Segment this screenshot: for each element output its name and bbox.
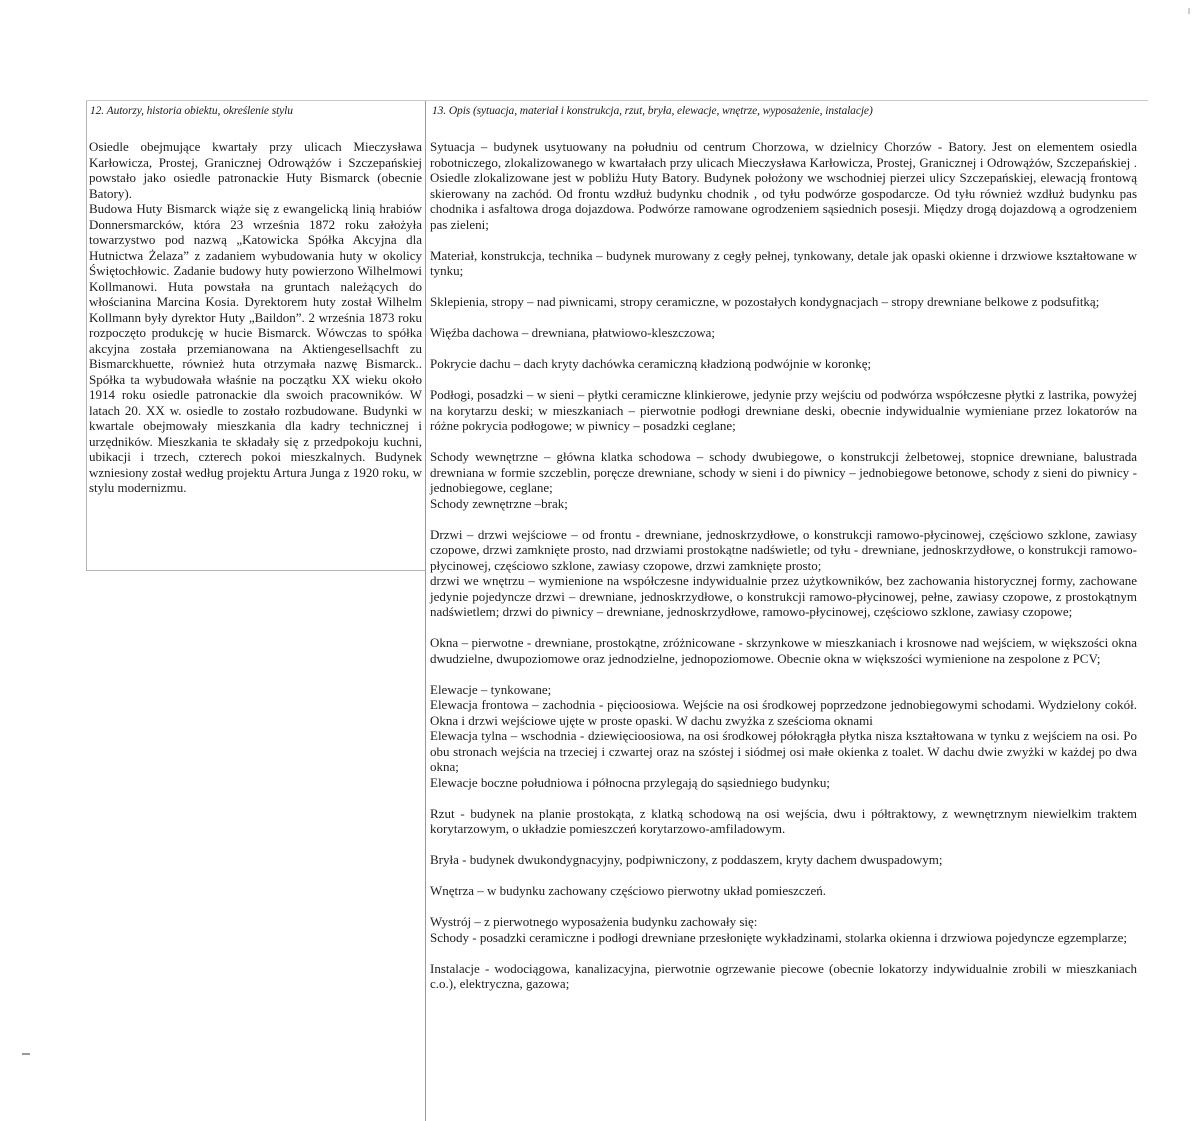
description-section-furnishing — [430, 914, 1137, 945]
description-section-situation — [430, 139, 1137, 232]
table-left-rule — [86, 101, 87, 571]
description-line: Wnętrza – w budynku zachowany częściowo pierwotny układ pomieszczeń. — [430, 883, 826, 898]
description-line: Podłogi, posadzki – w sieni – płytki ceramiczne klinkierowe, jedynie przy wejściu od podwórza współczesne płytki z lastrika, powyżej na korytarzu deski; w mieszkaniach – pierwotnie podłogi drewniane deski, obecnie indywidualnie wymieniane przez lokatorów na różne pokrycia podłogowe; w piwnicy – posadzki ceglane; — [430, 387, 1137, 433]
description-section-interiors — [430, 883, 1137, 899]
history-paragraph: Osiedle obejmujące kwartały przy ulicach Mieczysława Karłowicza, Prostej, Granicznej Odrowążów i Szczepańskiej powstało jako osiedle patronackie Huty Bismarck (obecnie Batory). — [89, 139, 422, 201]
section-13-header: 13. Opis (sytuacja, materiał i konstrukcja, rzut, bryła, elewacje, wnętrze, wyposażenie, instalacje) — [432, 105, 873, 117]
description-line: Rzut - budynek na planie prostokąta, z klatką schodową na osi wejścia, dwu i półtraktowy, z wewnętrznym niewielkim traktem korytarzowym, o układzie pomieszczeń korytarzowo-amfiladowym. — [430, 805, 1137, 836]
description-line: Okna – pierwotne - drewniane, prostokątne, zróżnicowane - skrzynkowe w mieszkaniach i krosnowe nad wejściem, w większości okna dwudzielne, dwupoziomowe oraz jednodzielne, jednopoziomowe. Obecnie okna w większości wymienione na zespolone z PCV; — [430, 635, 1137, 666]
description-line: Elewacje boczne południowa i północna przylegają do sąsiedniego budynku; — [430, 774, 830, 790]
description-line: Elewacje – tynkowane; — [430, 681, 552, 697]
description-section-material — [430, 248, 1137, 279]
description-section-stairs — [430, 449, 1137, 511]
description-line: Drzwi – drzwi wejściowe – od frontu - drewniane, jednoskrzydłowe, o konstrukcji ramowo-płycinowej, częściowo szklone, zawiasy czopowe, drzwi zamknięte prosto, nad drzwiami prostokątne nadświetle; od tyłu - drewniane, jednoskrzydłowe, o konstrukcji ramowo-płycinowej, częściowo szklone, zawiasy czopowe, drzwi zamknięte prosto; — [430, 526, 1137, 573]
description-line: Bryła - budynek dwukondygnacyjny, podpiwniczony, z poddaszem, kryty dachem dwuspadowym; — [430, 852, 943, 867]
description-line: Schody zewnętrzne –brak; — [430, 495, 568, 511]
description-column — [430, 139, 1137, 1007]
left-cell-bottom-rule — [86, 570, 426, 571]
description-line: Pokrycie dachu – dach kryty dachówka ceramiczną kładzioną podwójnie w koronkę; — [430, 356, 872, 371]
description-section-ceilings — [430, 294, 1137, 310]
scan-corner-mark — [1188, 8, 1190, 14]
scan-margin-mark — [22, 1053, 30, 1055]
description-section-installations — [430, 961, 1137, 992]
table-top-rule — [86, 100, 1148, 101]
description-section-roof-truss — [430, 325, 1137, 341]
description-line: Schody - posadzki ceramiczne i podłogi drewniane przesłonięte wykładzinami, stolarka okienna i drzwiowa pojedyncze egzemplarze; — [430, 929, 1128, 945]
description-section-roofing — [430, 356, 1137, 372]
description-section-doors — [430, 527, 1137, 620]
description-line: Elewacja tylna – wschodnia - dziewięcioosiowa, na osi środkowej półokrągła płytka nisza kształtowana w tynku z wejściem na osi. Po obu stronach wejścia na trzeciej i czwartej oraz na szóstej i siódmej osi małe okienka z toalet. W dachu dwie zwyżki w każdej po dwa okna; — [430, 728, 1137, 774]
description-line: Sklepienia, stropy – nad piwnicami, stropy ceramiczne, w pozostałych kondygnacjach – stropy drewniane belkowe z podsufitką; — [430, 294, 1100, 309]
description-section-windows — [430, 635, 1137, 666]
description-section-floors — [430, 387, 1137, 434]
description-line: Elewacja frontowa – zachodnia - pięcioosiowa. Wejście na osi środkowej poprzedzone jednobiegowymi schodami. Wydzielony cokół. Okna i drzwi wejściowe ujęte w proste opaski. W dachu zwyżka z sześcioma oknami — [430, 697, 1137, 728]
description-line: Instalacje - wodociągowa, kanalizacyjna, pierwotnie ogrzewanie piecowe (obecnie lokatorzy indywidualnie zrobili w mieszkaniach c.o.), elektryczna, gazowa; — [430, 960, 1137, 991]
description-section-elevations — [430, 682, 1137, 791]
description-line: Schody wewnętrzne – główna klatka schodowa – schody dwubiegowe, o konstrukcji żelbetowej, stopnice drewniane, balustrada drewniana w formie szczeblin, poręcze drewniane, schody w sieni i do piwnicy – jednobiegowe betonowe, schody z sieni do piwnicy - jednobiegowe, ceglane; — [430, 449, 1137, 495]
description-section-plan — [430, 806, 1137, 837]
column-divider — [425, 101, 426, 1121]
description-line: Sytuacja – budynek usytuowany na południu od centrum Chorzowa, w dzielnicy Chorzów - Batory. Jest on elementem osiedla robotniczego, zlokalizowanego w kwartałach przy ulicach Mieczysława Karłowicza, Prostej, Granicznej i Odrowążów, Szczepańskiej . Osiedle zlokalizowane jest w pobliżu Huty Batory. Budynek położony we wschodniej pierzei ulicy Szczepańskiej, elewacją frontową skierowany na zachód. Od frontu wzdłuż budynku chodnik , od tyłu podwórze gospodarcze. Od tyłu również wzdłuż budynku pas chodnika i asfaltowa droga dojazdowa. Podwórze ramowane ogrodzeniem sąsiednich posesji. Między drogą dojazdową a ogrodzeniem pas zieleni; — [430, 139, 1137, 232]
description-line: drzwi we wnętrzu – wymienione na współczesne indywidualnie przez użytkowników, bez zachowania historycznej formy, zachowane jedynie pojedyncze drzwi – drewniane, jednoskrzydłowe, o konstrukcji ramowo-płycinowej, pełne, zawiasy czopowe, z prostokątnym nadświetlem; drzwi do piwnicy – drewniane, jednoskrzydłowe, ramowo-płycinowej, częściowo szklone, zawiasy czopowe; — [430, 573, 1137, 619]
history-column — [89, 139, 422, 496]
history-paragraph: Budowa Huty Bismarck wiąże się z ewangelicką linią hrabiów Donnersmarcków, która 23 września 1872 roku założyła towarzystwo pod nazwą „Katowicka Spółka Akcyjna dla Hutnictwa Żelaza” z zadaniem wybudowania huty w okolicy Świętochłowic. Zadanie budowy huty powierzono Wilhelmowi Kollmanowi. Huta powstała na gruntach należących do włościanina Marcina Kosia. Dyrektorem huty został Wilhelm Kollmann były dyrektor Huty „Baildon”. 2 września 1873 roku rozpoczęto produkcję w hucie Bismarck. Wówczas to spółka akcyjna została przemianowana na Aktiengesellsachft zu Bismarckhuette, również huta otrzymała nazwę Bismarck.. Spółka ta wybudowała właśnie na początku XX wieku około 1914 roku osiedle patronackie dla swoich pracowników. W latach 20. XX w. osiedle to zostało rozbudowane. Budynki w kwartale obejmowały mieszkania dla kadry technicznej i urzędników. Mieszkania te składały się z przedpokoju kuchni, ubikacji i trzech, czterech pokoi mieszkalnych. Budynek wzniesiony został według projektu Artura Junga z 1920 roku, w stylu modernizmu. — [89, 201, 422, 495]
section-12-header: 12. Autorzy, historia obiektu, określenie stylu — [90, 105, 293, 117]
description-line: Więźba dachowa – drewniana, płatwiowo-kleszczowa; — [430, 325, 715, 340]
description-section-massing — [430, 852, 1137, 868]
description-line: Materiał, konstrukcja, technika – budynek murowany z cegły pełnej, tynkowany, detale jak opaski okienne i drzwiowe kształtowane w tynku; — [430, 247, 1137, 278]
description-line: Wystrój – z pierwotnego wyposażenia budynku zachowały się: — [430, 914, 758, 929]
